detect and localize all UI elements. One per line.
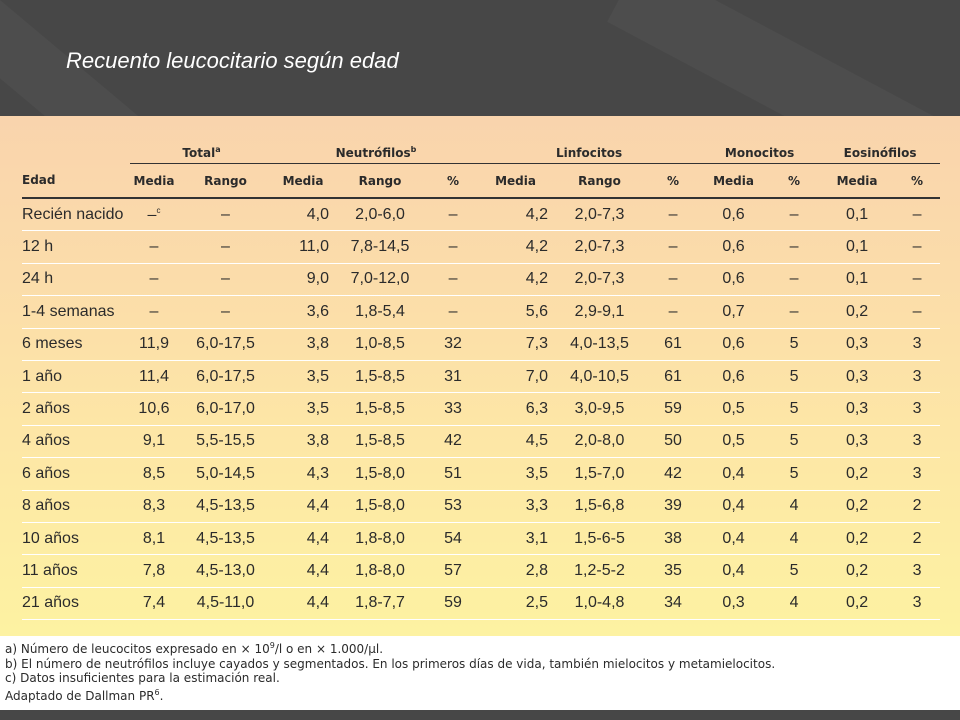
value-cell: –	[768, 198, 820, 231]
value-cell: 42	[427, 425, 479, 457]
table-row	[22, 522, 940, 554]
column-header: Edad	[22, 164, 130, 199]
value-cell: 1,0-8,5	[333, 328, 427, 360]
value-cell: 8,1	[130, 522, 178, 554]
value-cell: 0,3	[820, 393, 894, 425]
value-cell: 3	[894, 360, 940, 392]
value-cell: 0,1	[820, 198, 894, 231]
table-row	[22, 555, 940, 587]
column-header: Media	[479, 164, 552, 199]
value-cell: –	[427, 263, 479, 295]
group-header-neutrofilos: Neutrófilos$^b$	[335, 145, 417, 160]
value-cell: 4,5-11,0	[178, 587, 273, 619]
value-cell: 61	[647, 328, 699, 360]
value-cell: 9,1	[130, 425, 178, 457]
age-cell: 21 años	[22, 587, 130, 619]
value-cell: 3,0-9,5	[552, 393, 647, 425]
value-cell: 2,8	[479, 555, 552, 587]
group-header-monocitos: Monocitos	[724, 145, 795, 160]
table-row	[22, 490, 940, 522]
value-cell: 0,2	[820, 490, 894, 522]
value-cell: 4,5-13,0	[178, 555, 273, 587]
value-cell: 2,5	[479, 587, 552, 619]
value-cell: 32	[427, 328, 479, 360]
value-cell: 7,4	[130, 587, 178, 619]
value-cell: 4	[768, 522, 820, 554]
value-cell: –	[768, 263, 820, 295]
value-cell: 6,3	[479, 393, 552, 425]
value-cell: 4,4	[273, 587, 333, 619]
value-cell: 2,0-7,3	[552, 231, 647, 263]
value-cell: 1,8-7,7	[333, 587, 427, 619]
value-cell: 0,1	[820, 231, 894, 263]
value-cell: 7,0-12,0	[333, 263, 427, 295]
value-cell: 4,5-13,5	[178, 522, 273, 554]
value-cell: 50	[647, 425, 699, 457]
value-cell: 0,2	[820, 555, 894, 587]
value-cell: 2,0-7,3	[552, 198, 647, 231]
value-cell: 1,5-8,0	[333, 458, 427, 490]
value-cell: 3,3	[479, 490, 552, 522]
value-cell: 1,5-8,5	[333, 360, 427, 392]
value-cell: 4,2	[479, 198, 552, 231]
value-cell: 3,6	[273, 296, 333, 328]
value-cell: 3	[894, 425, 940, 457]
column-header: Media	[273, 164, 333, 199]
value-cell: 0,5	[699, 393, 768, 425]
age-cell: 24 h	[22, 263, 130, 295]
value-cell: 3,5	[273, 393, 333, 425]
value-cell: 4,2	[479, 231, 552, 263]
value-cell: 3,1	[479, 522, 552, 554]
table-body	[22, 198, 940, 620]
value-cell: –	[768, 231, 820, 263]
value-cell: 4,3	[273, 458, 333, 490]
group-header-total: Total$^a$	[182, 145, 221, 160]
value-cell: 5,0-14,5	[178, 458, 273, 490]
bottom-band	[0, 710, 960, 720]
value-cell: 2,0-7,3	[552, 263, 647, 295]
value-cell: 9,0	[273, 263, 333, 295]
value-cell: 5	[768, 393, 820, 425]
value-cell: 1,5-7,0	[552, 458, 647, 490]
table-row	[22, 263, 940, 295]
value-cell: 11,4	[130, 360, 178, 392]
column-header: Media	[820, 164, 894, 199]
value-cell: –	[130, 231, 178, 263]
value-cell: 5	[768, 555, 820, 587]
value-cell: –$^c$	[130, 198, 178, 231]
value-cell: 0,3	[820, 425, 894, 457]
value-cell: 1,8-8,0	[333, 555, 427, 587]
value-cell: 7,8	[130, 555, 178, 587]
value-cell: –	[130, 263, 178, 295]
value-cell: –	[427, 231, 479, 263]
value-cell: 39	[647, 490, 699, 522]
value-cell: 6,0-17,5	[178, 328, 273, 360]
value-cell: 6,0-17,0	[178, 393, 273, 425]
value-cell: –	[647, 198, 699, 231]
value-cell: –	[647, 296, 699, 328]
value-cell: 1,5-8,5	[333, 393, 427, 425]
value-cell: 0,4	[699, 522, 768, 554]
group-header-eosinofilos: Eosinófilos	[843, 145, 917, 160]
value-cell: 4,4	[273, 555, 333, 587]
age-cell: 8 años	[22, 490, 130, 522]
table-row	[22, 587, 940, 619]
value-cell: 1,5-6-5	[552, 522, 647, 554]
footnote-c: c) Datos insuficientes para la estimación real.	[5, 671, 280, 685]
value-cell: 4,4	[273, 490, 333, 522]
value-cell: 59	[647, 393, 699, 425]
value-cell: 6,0-17,5	[178, 360, 273, 392]
value-cell: 0,2	[820, 458, 894, 490]
value-cell: –	[894, 198, 940, 231]
value-cell: 2	[894, 490, 940, 522]
value-cell: 0,6	[699, 198, 768, 231]
table-row	[22, 198, 940, 231]
slide-title: Recuento leucocitario según edad	[66, 48, 399, 73]
age-cell: 10 años	[22, 522, 130, 554]
value-cell: –	[178, 296, 273, 328]
value-cell: 0,6	[699, 231, 768, 263]
value-cell: –	[647, 263, 699, 295]
value-cell: 51	[427, 458, 479, 490]
value-cell: 4,5-13,5	[178, 490, 273, 522]
value-cell: 4,0	[273, 198, 333, 231]
age-cell: 1-4 semanas	[22, 296, 130, 328]
value-cell: 5	[768, 328, 820, 360]
value-cell: 33	[427, 393, 479, 425]
age-cell: 2 años	[22, 393, 130, 425]
value-cell: –	[894, 231, 940, 263]
value-cell: 3,5	[273, 360, 333, 392]
table-row	[22, 360, 940, 392]
value-cell: 3	[894, 393, 940, 425]
value-cell: 0,7	[699, 296, 768, 328]
value-cell: 54	[427, 522, 479, 554]
column-header: %	[768, 164, 820, 199]
value-cell: 0,3	[820, 328, 894, 360]
value-cell: 11,9	[130, 328, 178, 360]
value-cell: –	[647, 231, 699, 263]
value-cell: 5	[768, 458, 820, 490]
value-cell: 0,6	[699, 360, 768, 392]
age-cell: 12 h	[22, 231, 130, 263]
value-cell: 3	[894, 555, 940, 587]
value-cell: 53	[427, 490, 479, 522]
value-cell: 3	[894, 458, 940, 490]
value-cell: 5	[768, 425, 820, 457]
value-cell: 2,0-8,0	[552, 425, 647, 457]
value-cell: 4,4	[273, 522, 333, 554]
column-header: Media	[699, 164, 768, 199]
column-header: %	[647, 164, 699, 199]
value-cell: 5,6	[479, 296, 552, 328]
value-cell: 4	[768, 587, 820, 619]
value-cell: –	[178, 263, 273, 295]
value-cell: 0,2	[820, 522, 894, 554]
value-cell: 3,5	[479, 458, 552, 490]
value-cell: 7,3	[479, 328, 552, 360]
value-cell: 35	[647, 555, 699, 587]
value-cell: 0,6	[699, 328, 768, 360]
value-cell: 3	[894, 587, 940, 619]
value-cell: 4,0-10,5	[552, 360, 647, 392]
column-header: %	[427, 164, 479, 199]
age-cell: 6 años	[22, 458, 130, 490]
note-marker: c	[156, 205, 161, 215]
value-cell: 0,3	[699, 587, 768, 619]
value-cell: 0,1	[820, 263, 894, 295]
footnote-b: b) El número de neutrófilos incluye cayados y segmentados. En los primeros días de vida, también mielocitos y metamielocitos.	[5, 656, 776, 671]
value-cell: –	[894, 263, 940, 295]
value-cell: –	[427, 296, 479, 328]
table-row	[22, 458, 940, 490]
footnotes	[0, 636, 960, 710]
table-row	[22, 425, 940, 457]
value-cell: 57	[427, 555, 479, 587]
value-cell: 8,5	[130, 458, 178, 490]
value-cell: 10,6	[130, 393, 178, 425]
value-cell: –	[427, 198, 479, 231]
value-cell: 59	[427, 587, 479, 619]
age-cell: 11 años	[22, 555, 130, 587]
value-cell: 5	[768, 360, 820, 392]
age-cell: 6 meses	[22, 328, 130, 360]
value-cell: 2,9-9,1	[552, 296, 647, 328]
value-cell: 11,0	[273, 231, 333, 263]
value-cell: 34	[647, 587, 699, 619]
value-cell: 1,5-6,8	[552, 490, 647, 522]
value-cell: 0,2	[820, 587, 894, 619]
value-cell: –	[130, 296, 178, 328]
column-header: Media	[130, 164, 178, 199]
value-cell: 0,4	[699, 555, 768, 587]
value-cell: 2,0-6,0	[333, 198, 427, 231]
column-header: Rango	[333, 164, 427, 199]
value-cell: 0,2	[820, 296, 894, 328]
value-cell: 8,3	[130, 490, 178, 522]
value-cell: 7,0	[479, 360, 552, 392]
value-cell: 61	[647, 360, 699, 392]
value-cell: 0,5	[699, 425, 768, 457]
value-cell: 4,2	[479, 263, 552, 295]
value-cell: 0,3	[820, 360, 894, 392]
footnote-source: Adaptado de Dallman $PR^6$.	[5, 687, 164, 703]
column-header-row	[22, 164, 940, 199]
value-cell: –	[894, 296, 940, 328]
column-header: %	[894, 164, 940, 199]
table-row	[22, 328, 940, 360]
value-cell: 1,2-5-2	[552, 555, 647, 587]
value-cell: 2	[894, 522, 940, 554]
table-row	[22, 231, 940, 263]
value-cell: 4,0-13,5	[552, 328, 647, 360]
value-cell: 1,8-5,4	[333, 296, 427, 328]
value-cell: 3	[894, 328, 940, 360]
leukocyte-table	[22, 142, 940, 620]
value-cell: 0,4	[699, 458, 768, 490]
group-header-row	[22, 142, 940, 163]
value-cell: 42	[647, 458, 699, 490]
value-cell: 1,5-8,5	[333, 425, 427, 457]
value-cell: –	[178, 198, 273, 231]
value-cell: 3,8	[273, 425, 333, 457]
footnote-a: a) Número de leucocitos expresado en × $10^9/l$ o en × 1.000/µl.	[5, 641, 384, 656]
age-cell: Recién nacido	[22, 198, 130, 231]
value-cell: 4,5	[479, 425, 552, 457]
value-cell: 1,5-8,0	[333, 490, 427, 522]
table-row	[22, 393, 940, 425]
value-cell: 7,8-14,5	[333, 231, 427, 263]
value-cell: 4	[768, 490, 820, 522]
value-cell: 1,8-8,0	[333, 522, 427, 554]
column-header: Rango	[178, 164, 273, 199]
value-cell: –	[178, 231, 273, 263]
value-cell: 0,4	[699, 490, 768, 522]
value-cell: –	[768, 296, 820, 328]
table-row	[22, 296, 940, 328]
column-header: Rango	[552, 164, 647, 199]
value-cell: 5,5-15,5	[178, 425, 273, 457]
group-header-linfocitos: Linfocitos	[555, 145, 623, 160]
value-cell: 0,6	[699, 263, 768, 295]
value-cell: 3,8	[273, 328, 333, 360]
age-cell: 1 año	[22, 360, 130, 392]
table-panel	[0, 116, 960, 636]
value-cell: 31	[427, 360, 479, 392]
value-cell: 38	[647, 522, 699, 554]
value-cell: 1,0-4,8	[552, 587, 647, 619]
age-cell: 4 años	[22, 425, 130, 457]
